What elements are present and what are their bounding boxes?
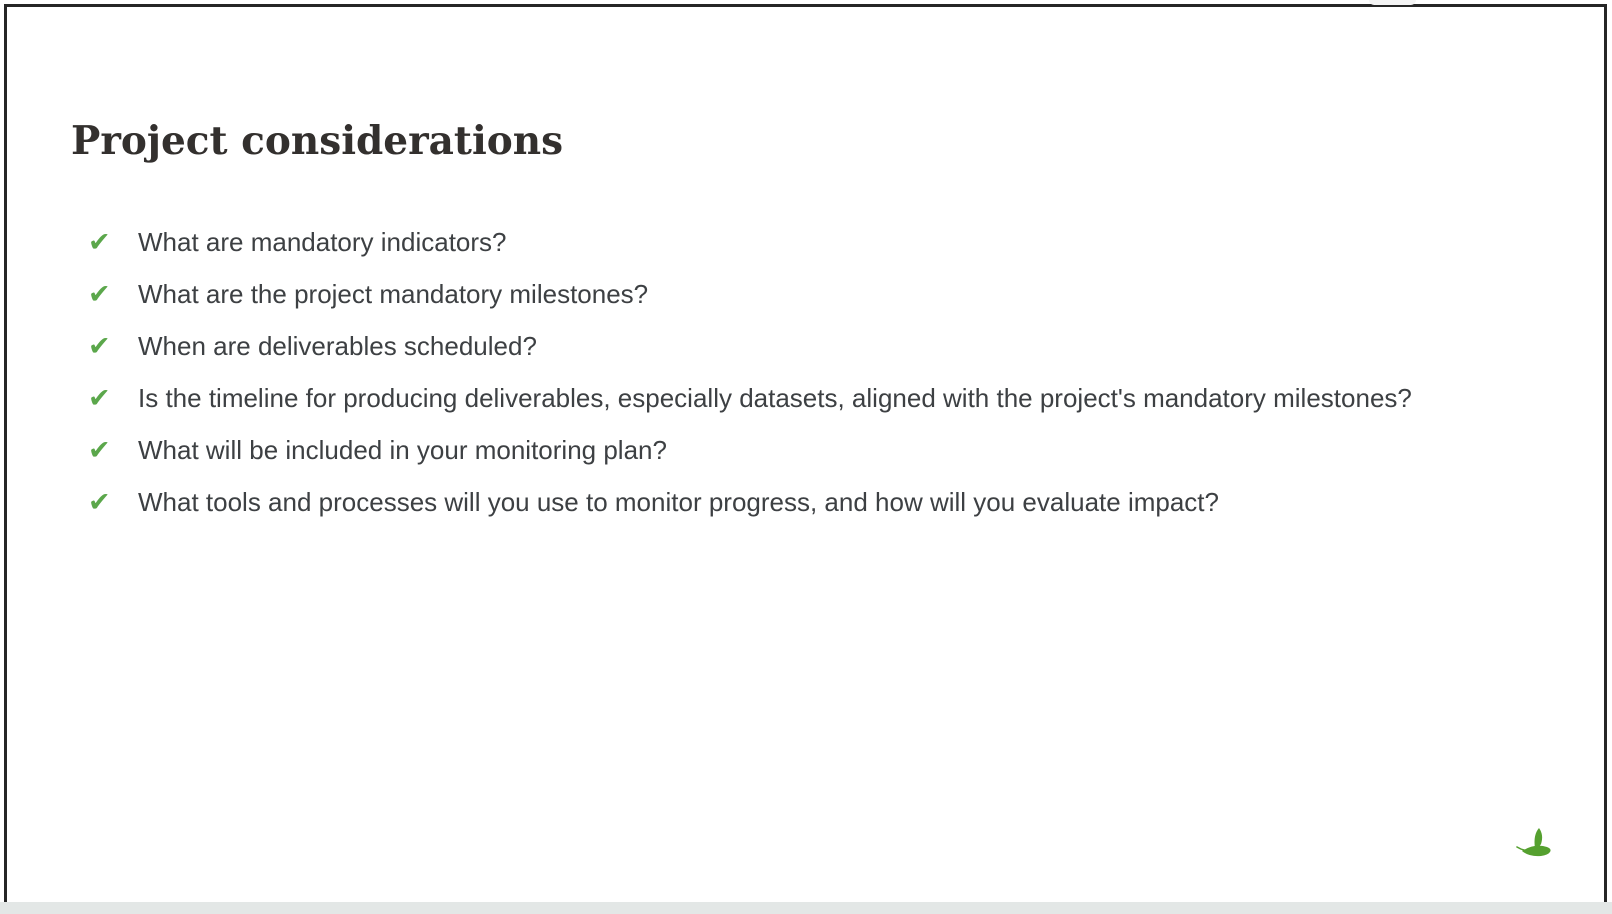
slide-title: Project considerations (71, 118, 564, 164)
list-item-text: What tools and processes will you use to monitor progress, and how will you evaluate impact? (138, 487, 1219, 517)
checkmark-icon: ✔ (88, 383, 111, 413)
checkmark-icon: ✔ (88, 279, 111, 309)
list-item-text: What are mandatory indicators? (138, 227, 507, 257)
checkmark-icon: ✔ (88, 331, 111, 361)
considerations-checklist (88, 216, 1493, 528)
list-item-text: What are the project mandatory milestones? (138, 279, 649, 309)
list-item (88, 372, 1493, 424)
list-item (88, 424, 1493, 476)
bottom-scroll-bar[interactable] (0, 902, 1612, 914)
checkmark-icon: ✔ (88, 487, 111, 517)
list-item-text: What will be included in your monitoring plan? (138, 435, 667, 465)
slide-canvas (4, 4, 1607, 910)
checkmark-icon: ✔ (88, 435, 111, 465)
list-item (88, 320, 1493, 372)
checkmark-icon: ✔ (88, 227, 111, 257)
list-item-text: Is the timeline for producing deliverables, especially datasets, aligned with the project's mandatory milestones? (138, 383, 1412, 413)
list-item (88, 216, 1493, 268)
list-item-text: When are deliverables scheduled? (138, 331, 537, 361)
leaf-logo-icon (1515, 821, 1555, 861)
list-item (88, 268, 1493, 320)
list-item (88, 476, 1493, 528)
collapsed-toolbar-tab[interactable] (1369, 0, 1416, 5)
